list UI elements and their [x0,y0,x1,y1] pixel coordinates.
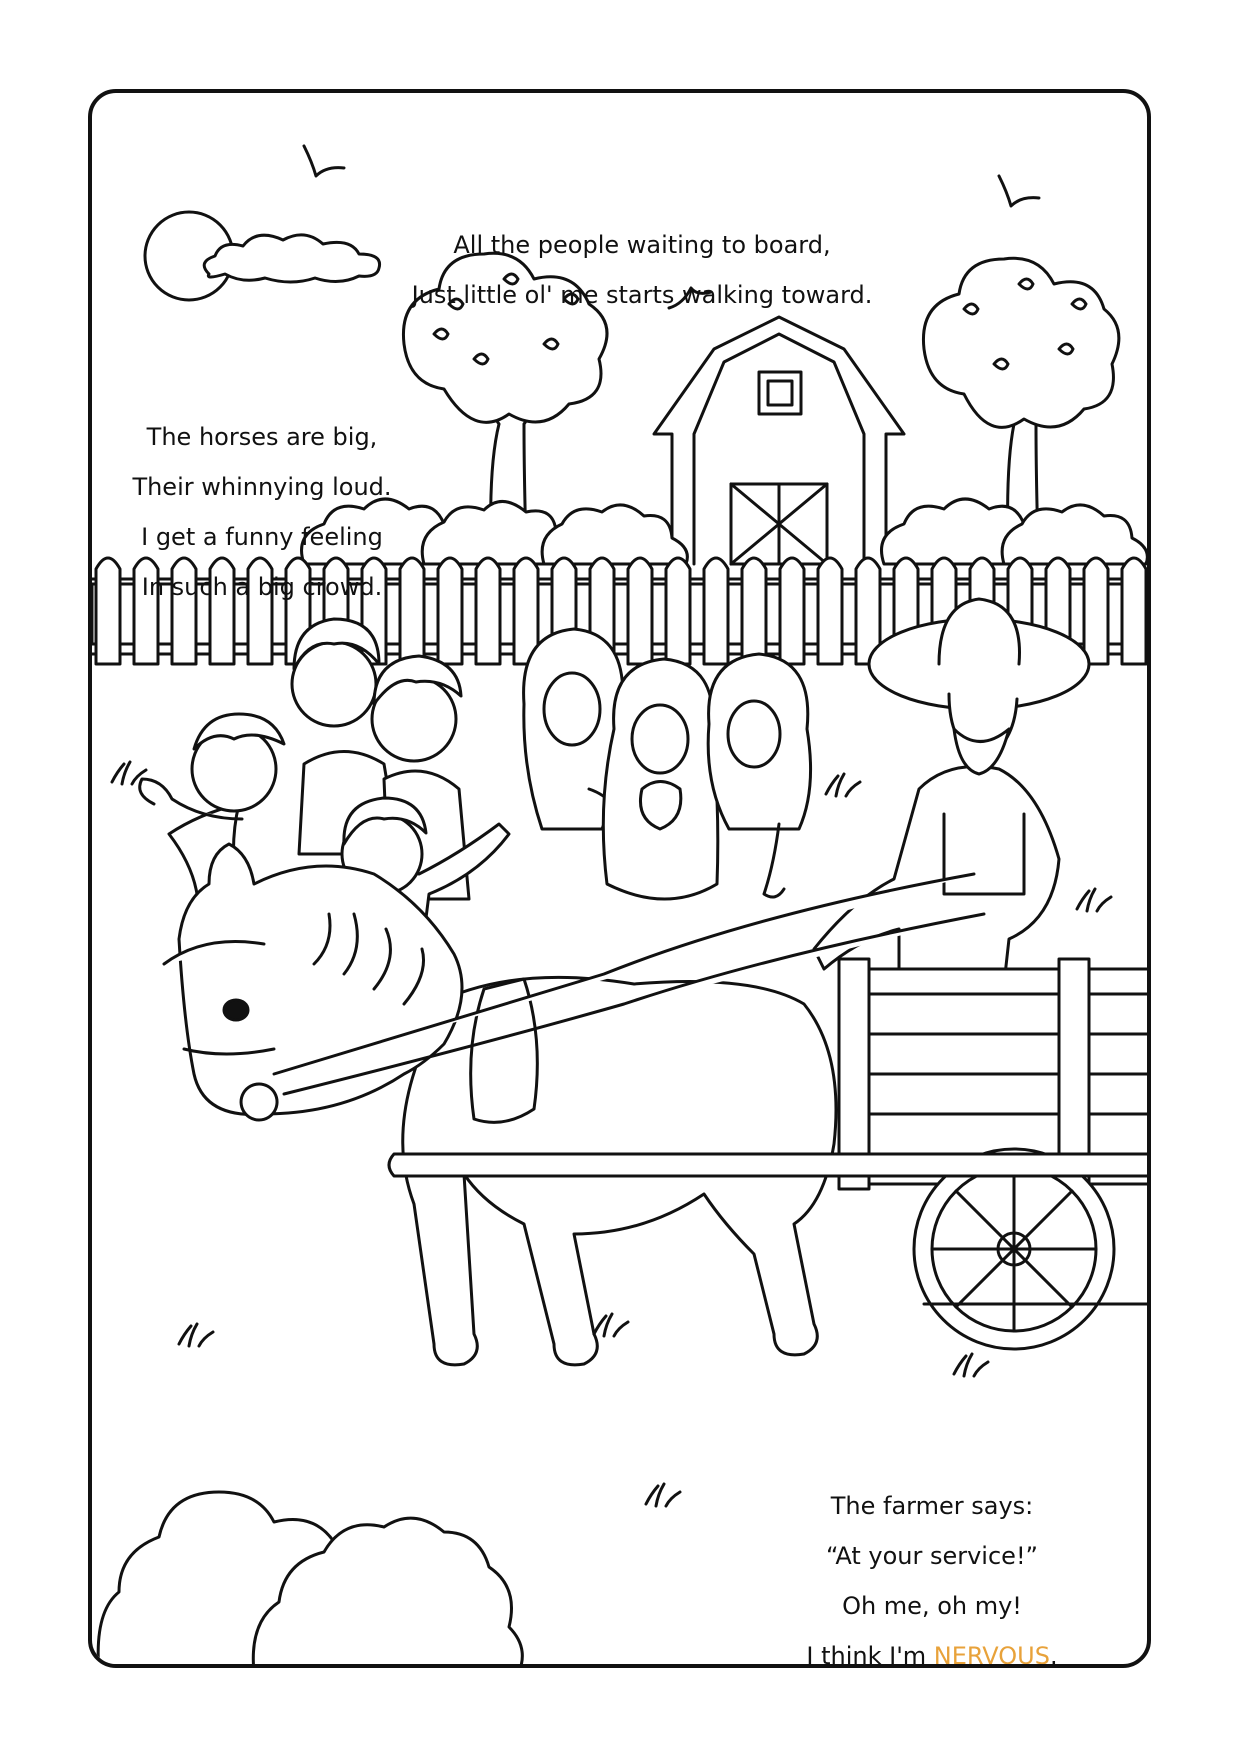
verse-line: I get a funny feeling [141,523,383,551]
verse-line: All the people waiting to board, [453,231,831,259]
verse-line: In such a big crowd. [141,573,383,601]
verse-line: The farmer says: [830,1492,1034,1520]
foreground-bushes [98,1492,522,1668]
verse-last-suffix: . [1049,1642,1058,1668]
nervous-highlight: NERVOUS [933,1642,1050,1668]
verse-line: Their whinnying loud. [132,473,392,501]
verse-line: The horses are big, [146,423,378,451]
barn [654,317,904,564]
page-frame [88,89,1151,1668]
verse-right [732,1481,1132,1668]
wagon-shaft [389,1154,1151,1176]
verse-line: Oh me, oh my! [842,1592,1022,1620]
coloring-illustration [92,93,1151,1668]
verse-last-prefix: I think I'm [806,1642,934,1668]
verse-line: Just little ol' me starts walking toward. [411,281,873,309]
verse-left [112,412,412,612]
verse-line: “At your service!” [826,1542,1038,1570]
verse-last-line [732,1631,1132,1668]
verse-top [382,220,902,320]
